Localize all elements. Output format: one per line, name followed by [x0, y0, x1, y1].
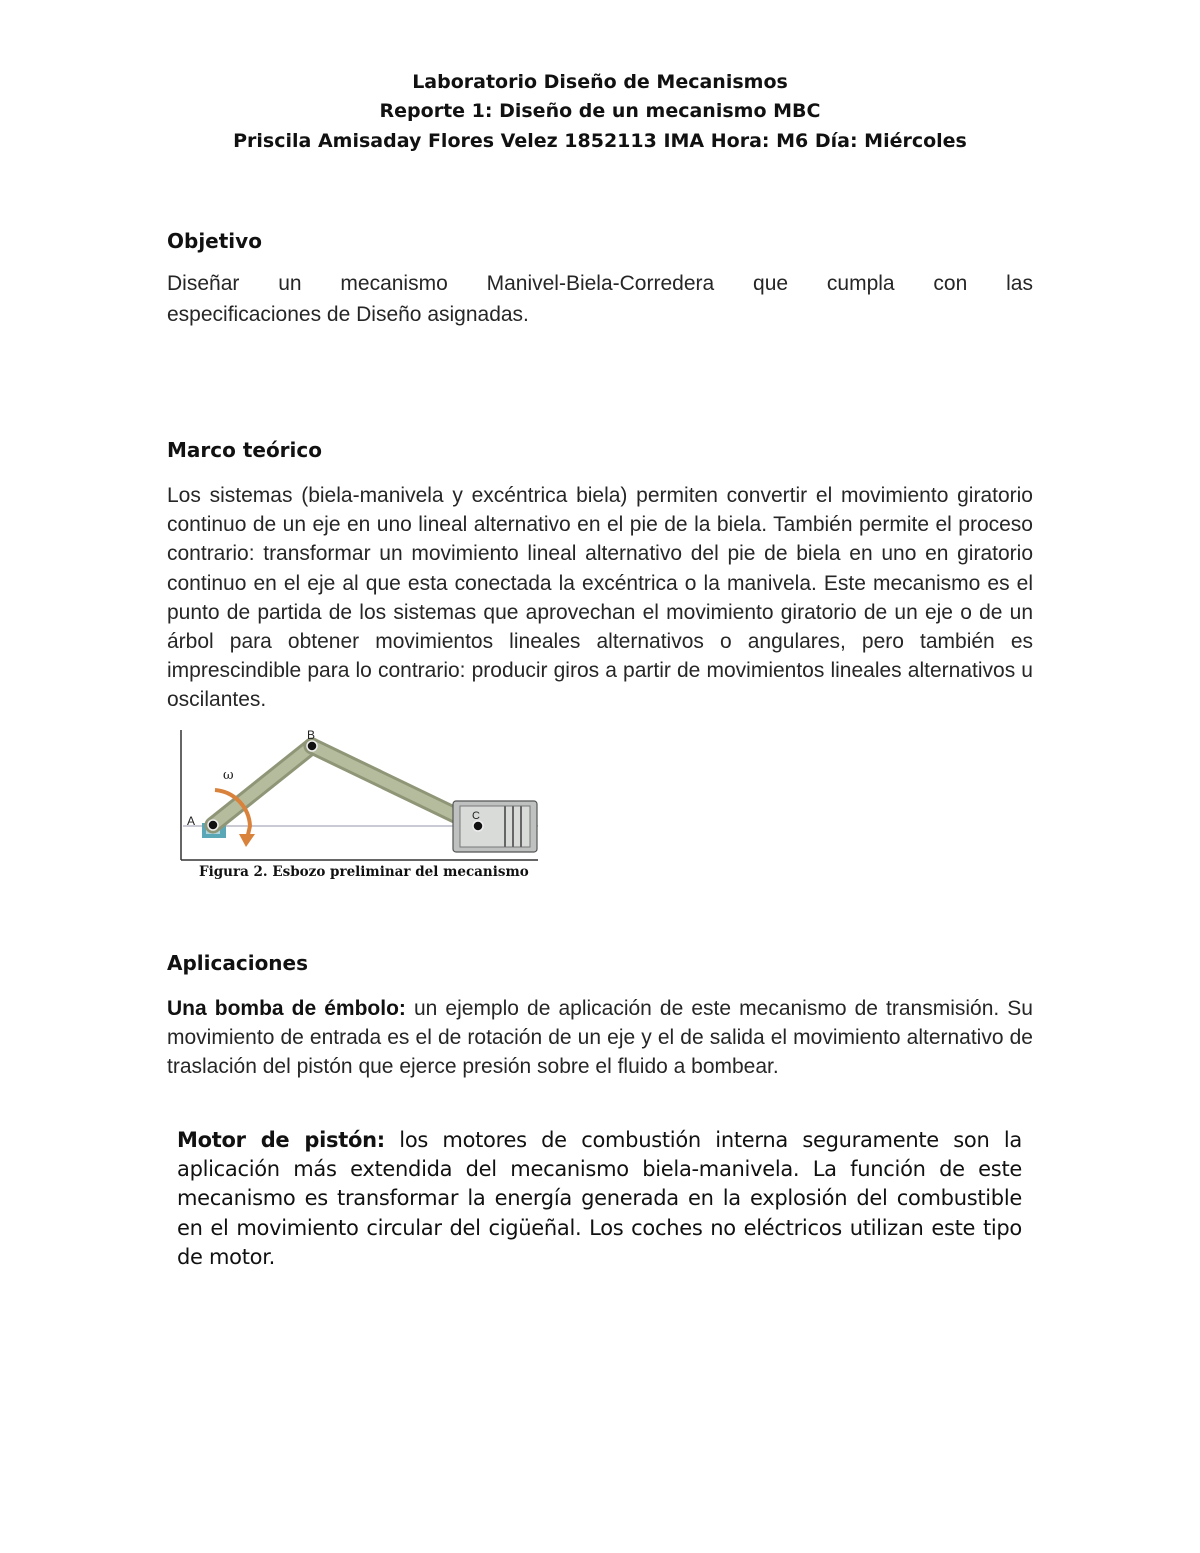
report-subtitle: Reporte 1: Diseño de un mecanismo MBC: [379, 100, 821, 122]
motor-term: Motor de pistón:: [177, 1128, 385, 1152]
rotation-arrowhead: [239, 834, 255, 847]
pin-a: [208, 820, 218, 830]
bomba-term: Una bomba de émbolo:: [167, 997, 406, 1020]
pin-b: [307, 741, 317, 751]
mechanism-figure: [175, 726, 545, 884]
marco-teorico-paragraph: Los sistemas (biela-manivela y excéntrica biela) permiten convertir el movimiento giratorio continuo de un eje en uno lineal alternativo en el pie de la biela. También permite el proceso contrario: transformar un movimiento lineal alternativo del pie de biela en uno en giratorio continuo en el eje al que esta conectada la excéntrica o la manivela. Este mecanismo es el punto de partida de los sistemas que aprovechan el movimiento giratorio de un eje o de un árbol para obtener movimientos lineales alternativos o angulares, pero también es imprescindible para lo contrario: producir giros a partir de movimientos lineales alternativos u oscilantes.: [167, 484, 1033, 712]
label-a: A: [187, 814, 196, 828]
objetivo-word: que: [753, 272, 789, 295]
objetivo-word: las: [1006, 272, 1033, 295]
objetivo-word: Manivel-Biela-Corredera: [486, 272, 715, 295]
bomba-text: un ejemplo de aplicación de este mecanismo de transmisión. Su movimiento de entrada es el de rotación de un eje y el de salida el movimiento alternativo de traslación del pistón que ejerce presión sobre el fluido a bombear.: [167, 997, 1033, 1079]
objetivo-word: Diseñar: [167, 272, 240, 295]
document-title: Laboratorio Diseño de Mecanismos: [412, 71, 788, 93]
label-c: C: [472, 810, 480, 822]
label-b: B: [307, 728, 316, 742]
author-line: Priscila Amisaday Flores Velez 1852113 IMA Hora: M6 Día: Miércoles: [233, 130, 967, 152]
objetivo-word: con: [933, 272, 968, 295]
motor-paragraph: [177, 1126, 1022, 1272]
objetivo-line-2: especificaciones de Diseño asignadas.: [167, 303, 529, 326]
label-omega: ω: [223, 768, 234, 783]
objetivo-word: cumpla: [826, 272, 895, 295]
objetivo-heading: Objetivo: [167, 229, 262, 253]
pin-c: [473, 821, 483, 831]
aplicaciones-heading: Aplicaciones: [167, 951, 309, 975]
motor-text: los motores de combustión interna seguramente son la aplicación más extendida del mecanismo biela-manivela. La función de este mecanismo es transformar la energía generada en la explosión del combustible en el movimiento circular del cigüeñal. Los coches no eléctricos utilizan este tipo de motor.: [177, 1128, 1023, 1269]
objetivo-word: un: [278, 272, 302, 295]
bomba-paragraph: [167, 994, 1033, 1082]
figure-caption: Figura 2. Esbozo preliminar del mecanismo: [199, 864, 529, 880]
objetivo-line-1: [167, 272, 1033, 296]
marco-teorico-heading: Marco teórico: [167, 438, 322, 462]
objetivo-word: mecanismo: [340, 272, 448, 295]
